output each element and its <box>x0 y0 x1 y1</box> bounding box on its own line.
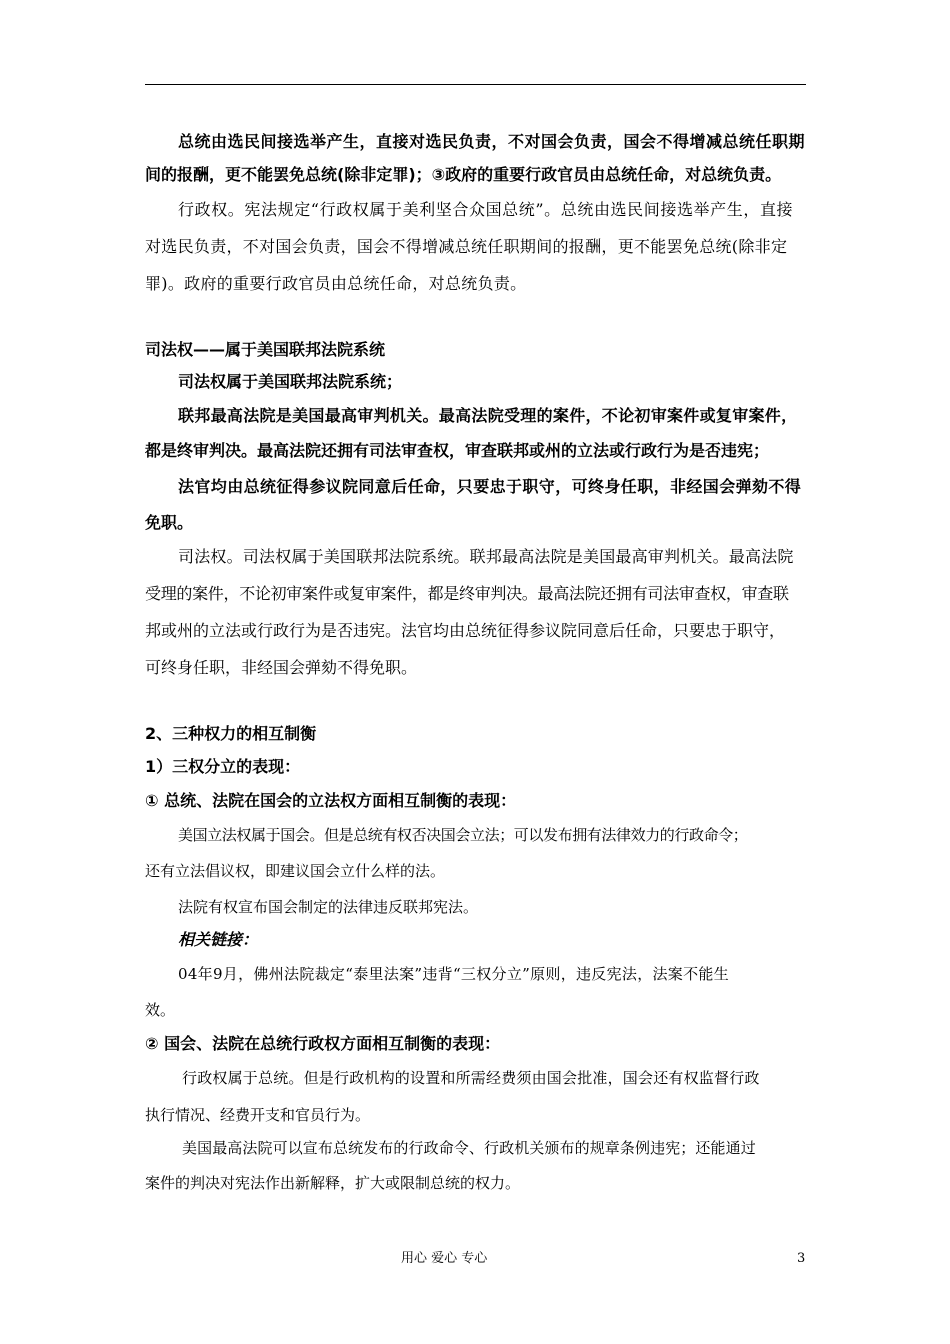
text-line: 法官均由总统征得参议院同意后任命，只要忠于职守，可终身任职，非经国会弹劾不得 <box>178 477 802 496</box>
text-line: ① 总统、法院在国会的立法权方面相互制衡的表现： <box>145 791 517 810</box>
text-line: 相关链接： <box>178 930 259 949</box>
text-line: 美国最高法院可以宣布总统发布的行政命令、行政机关颁布的规章条例违宪；还能通过 <box>182 1139 756 1157</box>
text-line: 司法权属于美国联邦法院系统； <box>178 372 403 391</box>
page-number: 3 <box>797 1251 806 1266</box>
header-rule <box>145 84 806 85</box>
text-line: 对选民负责，不对国会负责，国会不得增减总统任职期间的报酬，更不能罢免总统(除非定 <box>145 237 788 256</box>
text-line: 还有立法倡议权，即建议国会立什么样的法。 <box>145 862 446 880</box>
text-line: 司法权。司法权属于美国联邦法院系统。联邦最高法院是美国最高审判机关。最高法院 <box>178 547 794 566</box>
text-line: 可终身任职，非经国会弹劾不得免职。 <box>145 658 418 677</box>
text-line: 司法权——属于美国联邦法院系统 <box>145 340 386 359</box>
text-line: 1）三权分立的表现： <box>145 757 301 776</box>
text-line: 2、三种权力的相互制衡 <box>145 724 317 743</box>
text-line: 联邦最高法院是美国最高审判机关。最高法院受理的案件，不论初审案件或复审案件， <box>178 406 798 425</box>
text-line: 间的报酬，更不能罢免总统(除非定罪)；③政府的重要行政官员由总统任命，对总统负责。 <box>145 165 782 184</box>
text-line: 总统由选民间接选举产生，直接对选民负责，不对国会负责，国会不得增减总统任职期 <box>178 132 806 151</box>
text-line: ② 国会、法院在总统行政权方面相互制衡的表现： <box>145 1034 501 1053</box>
text-line: 04年9月，佛州法院裁定“泰里法案”违背“三权分立”原则，违反宪法，法案不能生 <box>178 965 730 983</box>
text-line: 执行情况、经费开支和官员行为。 <box>145 1106 371 1124</box>
text-line: 免职。 <box>145 513 194 532</box>
text-line: 邦或州的立法或行政行为是否违宪。法官均由总统征得参议院同意后任命，只要忠于职守， <box>145 621 786 640</box>
text-line: 法院有权宣布国会制定的法律违反联邦宪法。 <box>178 898 479 916</box>
text-line: 都是终审判决。最高法院还拥有司法审查权，审查联邦或州的立法或行政行为是否违宪； <box>145 441 770 460</box>
footer-motto: 用心 爱心 专心 <box>401 1251 488 1266</box>
text-line: 行政权。宪法规定“行政权属于美利坚合众国总统”。总统由选民间接选举产生，直接 <box>178 200 794 219</box>
text-line: 罪)。政府的重要行政官员由总统任命，对总统负责。 <box>145 274 527 293</box>
text-line: 受理的案件，不论初审案件或复审案件，都是终审判决。最高法院还拥有司法审查权，审查联 <box>145 584 789 603</box>
text-line: 行政权属于总统。但是行政机构的设置和所需经费须由国会批准，国会还有权监督行政 <box>182 1069 760 1087</box>
text-line: 效。 <box>145 1001 176 1019</box>
text-line: 案件的判决对宪法作出新解释，扩大或限制总统的权力。 <box>145 1174 521 1192</box>
text-line: 美国立法权属于国会。但是总统有权否决国会立法；可以发布拥有法律效力的行政命令； <box>178 826 748 844</box>
